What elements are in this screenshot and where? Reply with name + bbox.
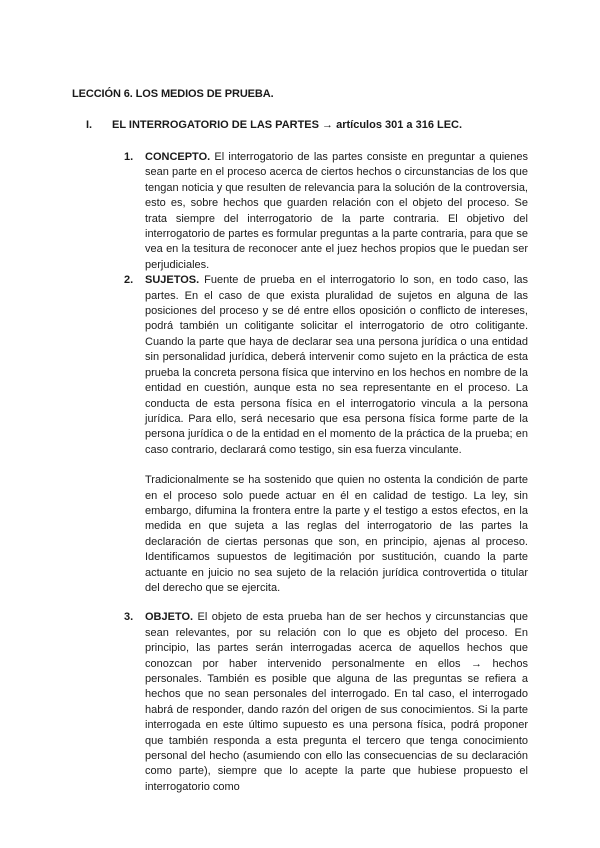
item-heading: CONCEPTO. (145, 151, 211, 163)
item-paragraph (145, 610, 528, 795)
lesson-title: LECCIÓN 6. LOS MEDIOS DE PRUEBA. (72, 88, 274, 100)
item-paragraph (145, 273, 528, 458)
item-number: 2. (124, 274, 134, 287)
numbered-list (118, 150, 528, 795)
list-item (118, 273, 528, 596)
section-number: I. (86, 119, 93, 131)
list-item (118, 610, 528, 795)
item-text: El objeto de esta prueba han de ser hechos y circunstancias que sean relevantes, por su relación con lo que es objeto del proceso. En principio, las partes serán interrogadas acerca de aquellos hechos que conozcan por haber intervenido personalmente en ellos → hechos personales. También es posible que alguna de las preguntas se refiera a hechos que no sean personales del interrogado. En tal caso, el interrogado habrá de responder, dando razón del origen de sus conocimientos. Si la parte interrogada en este último supuesto es una persona física, podrá proponer que también responda a esta pregunta el tercero que tenga conocimiento personal del hecho (asumiendo con ello las consecuencias de su declaración como parte), siempre que lo acepte la parte que hubiese propuesto el interrogatorio como (145, 611, 528, 793)
item-number: 3. (124, 611, 134, 624)
item-heading: SUJETOS. (145, 274, 200, 287)
item-text: El interrogatorio de las partes consiste en preguntar a quienes sean parte en el proceso acerca de ciertos hechos o circunstancias de los que tengan noticia y que resulten de relevancia para la solución de la controversia, esto es, sobre hechos que guarden relación con el objeto del proceso. Se trata siempre del interrogatorio de la parte contraria. El objetivo del interrogatorio de partes es formular preguntas a la parte contraria, para que se vea en la tesitura de reconocer ante el juez hechos propios que le puedan ser perjudiciales. (145, 151, 528, 271)
section-heading (86, 119, 462, 131)
section-title: EL INTERROGATORIO DE LAS PARTES → artículos 301 a 316 LEC. (112, 119, 463, 131)
item-text: Fuente de prueba en el interrogatorio lo son, en todo caso, las partes. En el caso de que exista pluralidad de sujetos en alguna de las posiciones del proceso y se dé entre ellos oposición o conflicto de intereses, podrá también un colitigante solicitar el interrogatorio de otro colitigante. Cuando la parte que haya de declarar sea una persona jurídica o una entidad sin personalidad jurídica, deberá intervenir como sujeto en la práctica de esta prueba la concreta persona física que intervino en los hechos en nombre de la entidad en cuestión, aunque esta no sea representante en el proceso. La conducta de esta persona física en el interrogatorio vincula a la persona jurídica. Para ello, será necesario que esa persona física forme parte de la persona jurídica o de la entidad en el momento de la práctica de la prueba; en caso contrario, declarará como testigo, sin esa fuerza vinculante. (145, 274, 529, 456)
item-heading: OBJETO. (145, 611, 194, 624)
list-item (118, 150, 528, 273)
item-number: 1. (124, 151, 134, 163)
item-paragraph-continued: Tradicionalmente se ha sostenido que quien no ostenta la condición de parte en el proceso solo puede actuar en él en calidad de testigo. La ley, sin embargo, difumina la frontera entre la parte y el testigo a estos efectos, en la medida en que sujeta a las reglas del interrogatorio de las partes la declaración de ciertas personas que son, en principio, ajenas al proceso. Identificamos supuestos de legitimación por sustitución, cuando la parte actuante en juicio no sea sujeto de la relación jurídica controvertida o titular del derecho que se ejercita. (145, 474, 528, 594)
item-paragraph (145, 150, 528, 273)
